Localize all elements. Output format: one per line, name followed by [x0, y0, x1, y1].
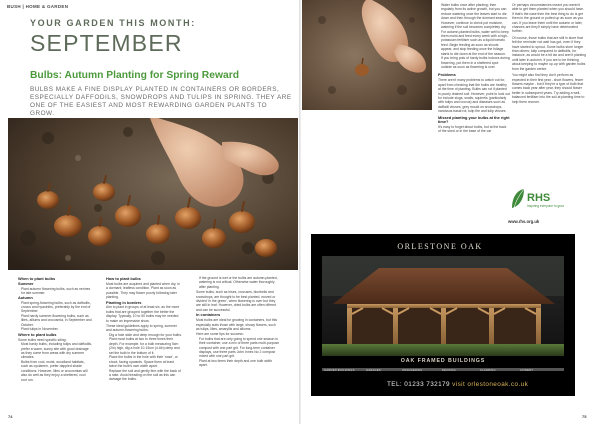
heading-autumn: Autumn	[18, 294, 33, 300]
advert-web-label: visit	[452, 381, 466, 388]
heading-containers: In containers	[196, 312, 221, 318]
list-item: • Place the bulbs in the hole with their 'nose', or shoot, facing upwards. Space them at least twice the bulb's own width apart.	[109, 355, 182, 368]
advert-contact[interactable]	[387, 381, 528, 388]
rhs-url[interactable]: www.rhs.org.uk	[508, 219, 540, 224]
list-item: • Plant at two times their depth and one bulb width apart.	[199, 359, 280, 368]
heading-where-to-plant: Where to plant bulbs	[18, 331, 57, 337]
guidelines-list-continued	[196, 276, 280, 289]
advert-category: DECKING	[442, 369, 456, 372]
page-gutter	[299, 0, 301, 424]
paragraph: You might also find they don't perform as expected in their first year - short flowers, fewer flowers maybe - but if they're a type of bulb that comes back year after year, they should flower better in subsequent years. Try adding a well-balanced fertiliser into the soil at planting time to help them recover.	[512, 73, 585, 104]
heading-missed-planting: Missed planting your bulbs at the right time?	[438, 114, 510, 125]
advert-category: CLADDING	[480, 369, 496, 372]
list-item: • Plant autumn flowering bulbs, such as nerines for late summer.	[21, 287, 92, 296]
page-number-right: 75	[582, 414, 587, 419]
list-item: • Plant tulips in November.	[21, 327, 92, 331]
advert-website[interactable]: orlestoneoak.co.uk	[467, 381, 529, 388]
rhs-leaf-icon	[508, 186, 564, 216]
advert-category: ORANGERIES	[402, 369, 423, 372]
advert-brand-logo: ORLESTONE OAK	[397, 242, 483, 251]
paragraph: Some bulbs need specific siting:	[18, 337, 67, 342]
article-column-3	[196, 276, 280, 412]
list-item: • If you bring pots of hardy bulbs indoors during flowering, put them in a sheltered spot outside as soon as flowering is over.	[441, 56, 510, 69]
rhs-tagline: Inspiring everyone to grow	[527, 204, 564, 208]
list-item: • Dig a hole wide and deep enough for your bulbs. Plant most bulbs at two to three times their depth. For example, for a bulb measuring 5cm (2in) high, dig a hole 10-15cm (4-6in) deep and set the bulb in the bottom of it.	[109, 333, 182, 355]
paragraph: Aim to plant in groups of at least six, as the more bulbs that are grouped together the better the display. Typically, 10 to 50 bulbs may be needed to make an impressive show.	[106, 305, 180, 323]
list-item: • Most hardy bulbs, including tulips and daffodils, prefer a warm, sunny site with good drainage as they come from areas with dry summer climates.	[21, 342, 92, 360]
article-column-1	[18, 276, 92, 412]
heading-when-to-plant: When to plant bulbs	[18, 276, 56, 281]
paragraph: There aren't many problems to watch out for, apart from checking that the bulbs are healthy at the time of planting. Bulbs can rot if planted in poorly drained soil. However, point to look out for include slugs, snails, squirrels (particularly with tulips and crocus) and diseases such as daffodil viruses, grey mould on snowdrops, narcissus basal rot, tulip fire and tulip viruses.	[438, 78, 510, 114]
paragraph: Of course, those bulbs that are still in store that felt the reminder not wait has got, even if they have started to sprout. Some bulbs store longer than others; tulip compared to daffodils, for instance, as would be a bit lax and aren't planting until later in autumn. If you are to be thinking about keeping to maybe up-up with garden bulbs from the garden centre.	[512, 35, 586, 71]
where-list	[18, 342, 92, 382]
paragraph: Or perhaps circumstances meant you weren't able to get them planted when you should have. If that's the case then the best thing to do is get them in the ground or potted up as soon as you can. If you leave them until the autumn or later, chances are they'll simply have deteriorated further.	[512, 3, 585, 34]
list-item: • For bulbs that are only going to spend one season in their container, use a mix of three parts multi-purpose compost with one part grit. For long-term container displays, use three parts John Innes No 2 compost mixed with one part grit.	[199, 337, 280, 359]
paragraph: Most bulbs are acquired and planted when dry, in a dormant, leafless condition. Plant as soon as possible. They may flower poorly following later planting.	[106, 281, 180, 300]
list-item: • Bulbs from cool, moist, woodland habitats, such as cyclamen, prefer dappled shade conditions. However, lilies or crocosmias will also do well as they enjoy a sheltered, cool root run.	[21, 360, 92, 382]
masthead: BUSH | HOME & GARDEN	[7, 4, 69, 9]
bulbs-planting-photo	[8, 118, 298, 270]
heading-how-to-plant: How to plant bulbs	[106, 276, 141, 281]
list-item: • Plant spring-flowering bulbs, such as daffodils, crocus and hyacinths, preferably by the end of September.	[21, 301, 92, 314]
heading-summer: Summer	[18, 280, 34, 286]
heading-problems: Problems	[438, 72, 456, 78]
page-number-left: 74	[8, 414, 13, 419]
article-column-2	[106, 276, 182, 412]
advert-category: GARDEN BUILDINGS	[324, 369, 355, 372]
article-column-5	[512, 3, 586, 183]
advert-category: JOINERY	[520, 369, 534, 372]
advert-category: GARAGES	[366, 369, 381, 372]
watering-list	[438, 3, 510, 69]
guidelines-list	[106, 333, 182, 382]
advert-tel-label: TEL:	[387, 381, 403, 388]
list-item: • If the ground is wet or the bulbs are autumn-planted, watering is not critical. Otherwise water thoroughly after planting.	[199, 276, 280, 289]
hand-planting-photo	[302, 0, 432, 110]
paragraph: Here are some tips for success:	[196, 332, 244, 337]
paragraph: It's easy to forget about bulbs, but at the back of the shed or in the base of the car	[438, 124, 507, 134]
advert-phone[interactable]: 01233 732179	[404, 381, 450, 388]
paragraph: These ideal guidelines apply to spring, summer and autumn-flowering bulbs:	[106, 324, 177, 333]
article-standfirst: BULBS MAKE A FINE DISPLAY PLANTED IN CONTAINERS OR BORDERS, ESPECIALLY DAFFODILS, SNOWDROPS AND TULIPS IN SPRING. THEY ARE ONE OF THE EASIEST AND MOST REWARDING GARDEN PLANTS TO GROW.	[30, 86, 292, 117]
list-item: • Water bulbs once after planting; then regularly from its active growth, but you can reduce watering once the leaves start to die down and then through the dormant season. However, continue to check pot moisture, watering if the soil becomes completely dry.	[441, 3, 510, 29]
advert-tagline: OAK FRAMED BUILDINGS	[400, 358, 486, 364]
tips-list	[196, 337, 280, 368]
section-kicker: YOUR GARDEN THIS MONTH:	[30, 18, 196, 28]
bulbs-photo-illustration	[8, 118, 298, 270]
rhs-logo	[508, 186, 564, 216]
list-item: • Plant hardy summer-flowering bulbs, such as lilies, alliums and crocosmia, in September and October.	[21, 314, 92, 327]
article-headline: Bulbs: Autumn Planting for Spring Reward	[30, 70, 239, 81]
rhs-acronym: RHS	[527, 192, 551, 204]
planting-photo-illustration	[302, 0, 432, 110]
autumn-list	[18, 301, 92, 332]
heading-borders: Planting in borders	[106, 299, 142, 305]
paragraph: Most bulbs are ideal for growing in containers, but this especially suits those with large, showy flowers, such as tulips, lilies, amaryllis and alliums.	[196, 318, 278, 331]
list-item: • For autumn-planted bulbs, water well to keep them moist and feed every week with a high-potassium fertiliser such as a liquid tomato feed. Begin feeding as soon as shoots appear, and stop feeding once the foliage starts to die down at the end of the season.	[441, 30, 510, 56]
article-column-4	[438, 3, 510, 225]
page-title: SEPTEMBER	[30, 30, 183, 56]
list-item: • Replace the soil and gently firm with the back of a rake. Avoid treading on the soil as this can damage the bulbs.	[109, 369, 182, 382]
paragraph: Some bulbs, such as irises, crocuses, bluebells and snowdrops, are thought to be best planted, moved or divided 'in the green', when flowering is over but they are still in leaf. However, dried bulbs are often offered and can be successful.	[196, 290, 277, 312]
